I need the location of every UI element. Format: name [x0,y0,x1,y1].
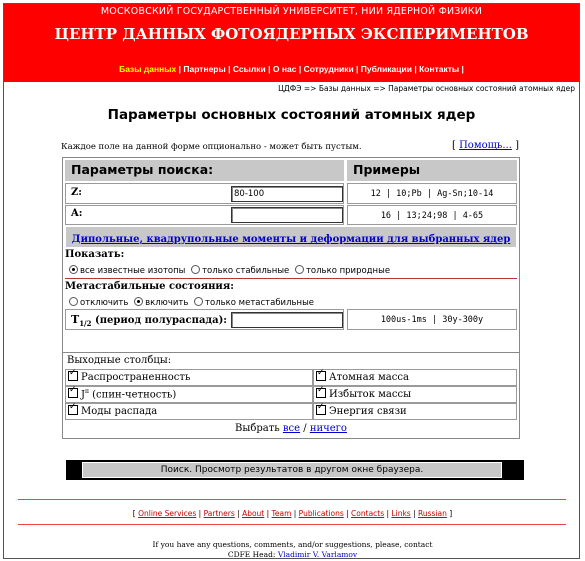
footer-about[interactable]: About [242,509,265,518]
examples-header: Примеры [347,160,517,181]
nav-publications[interactable]: Публикации [360,64,412,74]
footer-nav: [ Online Services | Partners | About | Team | Publications | Contacts | Links | Russian ] [132,509,453,518]
mass-excess-checkbox[interactable] [316,388,326,398]
col-binding-energy: ✓Энергия связи [316,405,407,417]
meta-off-label: отключить [80,298,129,308]
col-spin-parity: $✓J^\pi$ (спин-четность) [68,388,176,400]
footer-russian[interactable]: Russian [418,509,447,518]
site-header [4,4,579,82]
help-link[interactable]: Помощь... [459,140,512,151]
meta-label: Метастабильные состояния: [65,281,234,292]
binding-energy-checkbox[interactable] [316,405,326,415]
footer-team[interactable]: Team [271,509,292,518]
head-contact-link[interactable]: Vladimir V. Varlamov [277,550,358,559]
z-label: Z: [71,187,82,198]
footer-divider-top [18,499,566,500]
meta-on-label: включить [145,298,189,308]
nav-links[interactable]: Ссылки [232,64,266,74]
page-title: Параметры основных состояний атомных ядер [107,107,476,123]
col-decay-modes: ✓Моды распада [68,405,157,417]
halflife-example: 100us-1ms | 30y-300y [380,315,484,325]
moments-bar [66,227,516,247]
footer-online-services[interactable]: Online Services [138,509,197,518]
top-nav: Базы данных | Партнеры | Ссылки | О нас | Сотрудники | Публикации | Контакты | [119,64,464,74]
a-example: 16 | 13;24;98 | 4-65 [380,211,484,221]
show-natural-label: только природные [305,266,391,276]
meta-radio-group [69,297,314,308]
search-bar [66,460,524,480]
col-mass-excess: ✓Избыток массы [316,388,411,400]
select-all-link[interactable]: все [282,423,301,434]
params-header: Параметры поиска: [65,160,344,181]
meta-only-radio[interactable] [194,297,203,306]
z-example: 12 | 10;Pb | Ag-Sn;10-14 [370,189,494,199]
divider [65,278,517,279]
select-none-link[interactable]: ничего [309,423,347,434]
nav-contacts[interactable]: Контакты [419,64,460,74]
spin-parity-checkbox[interactable] [68,388,78,398]
nav-databases[interactable]: Базы данных [119,64,177,74]
a-label: A: [71,208,83,219]
meta-only-label: только метастабильные [205,298,315,308]
footer-partners[interactable]: Partners [203,509,235,518]
search-form [62,157,520,439]
footer-links[interactable]: Links [391,509,411,518]
meta-on-radio[interactable] [134,297,143,306]
nav-about[interactable]: О нас [272,64,297,74]
show-all-radio[interactable] [69,265,78,274]
footer-contacts[interactable]: Contacts [351,509,385,518]
help-link-wrap: [ Помощь... ] [451,140,519,151]
halflife-input[interactable] [231,312,343,328]
decay-modes-checkbox[interactable] [68,405,78,415]
show-all-label: все известные изотопы [80,266,186,276]
optional-note: Каждое поле на данной форме опционально - может быть пустым. [61,142,362,152]
footer-contact-note: If you have any questions, comments, and/or suggestions, please, contact CDFE Head: Vladimir V. Varlamov [152,540,433,559]
nav-staff[interactable]: Сотрудники [303,64,354,74]
moments-link[interactable]: Дипольные, квадрупольные моменты и деформации для выбранных ядер [71,234,511,245]
a-input[interactable] [231,207,343,223]
page-frame [3,3,580,559]
meta-off-radio[interactable] [69,297,78,306]
select-controls: Выбрать все / ничего [235,423,347,434]
z-input[interactable] [231,186,343,202]
breadcrumb: ЦДФЭ => Базы данных => Параметры основных состояний атомных ядер [278,84,575,93]
output-columns [63,352,519,439]
nav-partners[interactable]: Партнеры [183,64,226,74]
atomic-mass-checkbox[interactable] [316,371,326,381]
halflife-label: $T_{1/2}$ (период полураспада): [71,313,227,328]
site-title: ЦЕНТР ДАННЫХ ФОТОЯДЕРНЫХ ЭКСПЕРИМЕНТОВ [54,25,529,43]
search-button[interactable]: Поиск. Просмотр результатов в другом окне браузера. [82,462,502,478]
show-radio-group [69,265,390,276]
footer-publications[interactable]: Publications [298,509,344,518]
col-atomic-mass: ✓Атомная масса [316,371,409,383]
output-header: Выходные столбцы: [67,355,172,366]
show-natural-radio[interactable] [295,265,304,274]
show-stable-label: только стабильные [202,266,290,276]
footer-divider-bottom [18,524,566,525]
university-name: МОСКОВСКИЙ ГОСУДАРСТВЕННЫЙ УНИВЕРСИТЕТ, НИИ ЯДЕРНОЙ ФИЗИКИ [100,6,483,17]
show-stable-radio[interactable] [191,265,200,274]
abundance-checkbox[interactable] [68,371,78,381]
col-abundance: ✓Распространенность [68,371,190,383]
show-label: Показать: [65,249,125,260]
